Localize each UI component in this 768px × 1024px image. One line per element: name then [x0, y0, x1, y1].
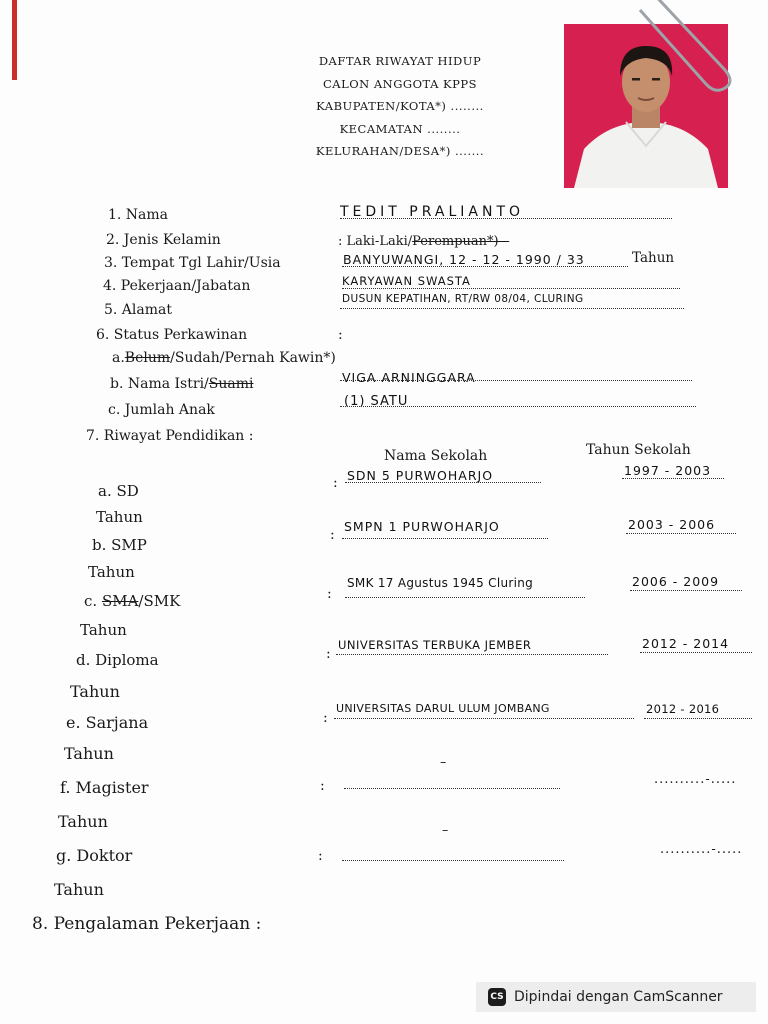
- colon: :: [338, 327, 343, 343]
- dotted-line: [336, 654, 608, 655]
- label-tahun: Tahun: [54, 880, 104, 899]
- header-kecamatan: KECAMATAN ........: [339, 121, 461, 136]
- sma-prefix: c.: [84, 592, 102, 610]
- header-title: DAFTAR RIWAYAT HIDUP: [318, 54, 482, 68]
- label-pekerjaan: 4. Pekerjaan/Jabatan: [103, 278, 251, 294]
- value-smp-school: SMPN 1 PURWOHARJO: [344, 519, 500, 534]
- dotted-line: [334, 718, 634, 719]
- label-jumlah-anak: c. Jumlah Anak: [108, 402, 215, 418]
- magister-dash: –: [440, 754, 448, 769]
- value-smp-years: 2003 - 2006: [628, 517, 716, 532]
- jenis-kelamin-struck: Perempuan*) –: [412, 234, 510, 249]
- dotted-line: [644, 718, 752, 719]
- status-option: [112, 350, 336, 366]
- dotted-line: [342, 538, 548, 539]
- dotted-line: [630, 590, 742, 591]
- paperclip-icon: [630, 0, 750, 100]
- label-pengalaman-pekerjaan: 8. Pengalaman Pekerjaan :: [32, 914, 262, 934]
- value-nama: TEDIT PRALIANTO: [340, 204, 525, 220]
- value-sarjana-years: 2012 - 2016: [646, 702, 720, 716]
- label-tahun: Tahun: [64, 744, 114, 763]
- label-tahun: Tahun: [58, 812, 108, 831]
- value-sd-school: SDN 5 PURWOHARJO: [347, 468, 494, 483]
- label-smp: b. SMP: [92, 536, 147, 554]
- dotted-line: [342, 288, 680, 289]
- header-subtitle: CALON ANGGOTA KPPS: [322, 76, 477, 91]
- value-jumlah-anak: (1) SATU: [344, 394, 409, 409]
- sma-rest: /SMK: [138, 592, 181, 610]
- value-sarjana-school: UNIVERSITAS DARUL ULUM JOMBANG: [336, 702, 550, 715]
- label-ttl: 3. Tempat Tgl Lahir/Usia: [104, 255, 281, 271]
- magister-years: ..........-.....: [654, 772, 737, 787]
- value-jenis-kelamin: [338, 234, 509, 249]
- label-tahun: Tahun: [88, 563, 135, 581]
- dotted-line: [345, 597, 585, 598]
- label-magister: f. Magister: [60, 778, 149, 797]
- camscanner-logo-icon: CS: [488, 988, 506, 1006]
- jenis-kelamin-text: : Laki-Laki/: [338, 234, 413, 249]
- dotted-line: [340, 308, 684, 309]
- colon: :: [326, 646, 331, 662]
- colon: :: [320, 778, 325, 794]
- label-diploma: d. Diploma: [76, 651, 159, 669]
- dotted-line: [344, 788, 560, 789]
- doktor-dash: –: [442, 822, 450, 837]
- value-alamat: DUSUN KEPATIHAN, RT/RW 08/04, CLURING: [342, 293, 584, 305]
- dotted-line: [342, 860, 564, 861]
- istri-prefix: b. Nama Istri/: [110, 376, 209, 392]
- value-pekerjaan: KARYAWAN SWASTA: [342, 274, 471, 288]
- camscanner-watermark: [476, 982, 756, 1012]
- dotted-line: [640, 652, 752, 653]
- dotted-line: [622, 478, 724, 479]
- label-nama: 1. Nama: [108, 207, 169, 223]
- value-sma-school: SMK 17 Agustus 1945 Cluring: [347, 576, 534, 590]
- header-kabupaten: KABUPATEN/KOTA*) ........: [316, 99, 484, 113]
- colon: :: [327, 586, 332, 602]
- sma-struck: SMA: [101, 592, 139, 610]
- colon: :: [323, 710, 328, 726]
- colon: :: [318, 848, 323, 864]
- label-tahun: Tahun: [96, 508, 143, 526]
- label-sma-smk: [84, 592, 180, 610]
- dotted-line: [340, 218, 672, 219]
- doktor-years: ..........-.....: [660, 842, 743, 857]
- dotted-line: [626, 533, 736, 534]
- value-diploma-years: 2012 - 2014: [642, 636, 730, 651]
- red-edge-mark: [12, 0, 17, 80]
- colon: :: [333, 475, 338, 491]
- header-kelurahan: KELURAHAN/DESA*) .......: [315, 144, 485, 158]
- value-ttl: BANYUWANGI, 12 - 12 - 1990 / 33: [343, 252, 585, 267]
- istri-struck: Suami: [208, 376, 254, 392]
- status-struck: Belum: [124, 350, 171, 366]
- label-sd: a. SD: [98, 482, 139, 500]
- value-sma-years: 2006 - 2009: [632, 574, 720, 589]
- colon: :: [330, 527, 335, 543]
- dotted-line: [342, 266, 628, 267]
- label-sarjana: e. Sarjana: [66, 713, 149, 732]
- watermark-text: Dipindai dengan CamScanner: [514, 989, 723, 1005]
- header-tahun-sekolah: Tahun Sekolah: [586, 442, 691, 458]
- label-alamat: 5. Alamat: [104, 302, 172, 318]
- value-nama-istri: VIGA ARNINGGARA: [342, 370, 476, 385]
- status-prefix: a.: [112, 350, 125, 366]
- status-rest: /Sudah/Pernah Kawin*): [170, 350, 336, 366]
- label-tahun: Tahun: [80, 621, 127, 639]
- label-nama-istri: [110, 376, 253, 392]
- label-tahun: Tahun: [70, 682, 120, 701]
- document-header: [290, 50, 510, 163]
- header-nama-sekolah: Nama Sekolah: [384, 448, 488, 464]
- label-riwayat-pendidikan: 7. Riwayat Pendidikan :: [86, 428, 254, 444]
- dotted-line: [340, 380, 692, 381]
- label-jenis-kelamin: 2. Jenis Kelamin: [106, 232, 221, 248]
- label-doktor: g. Doktor: [56, 846, 133, 865]
- dotted-line: [340, 406, 696, 407]
- value-sd-years: 1997 - 2003: [624, 463, 712, 478]
- dotted-line: [345, 482, 541, 483]
- label-tahun-usia: Tahun: [632, 250, 675, 266]
- value-diploma-school: UNIVERSITAS TERBUKA JEMBER: [338, 638, 532, 652]
- label-status-perkawinan: 6. Status Perkawinan: [96, 327, 248, 343]
